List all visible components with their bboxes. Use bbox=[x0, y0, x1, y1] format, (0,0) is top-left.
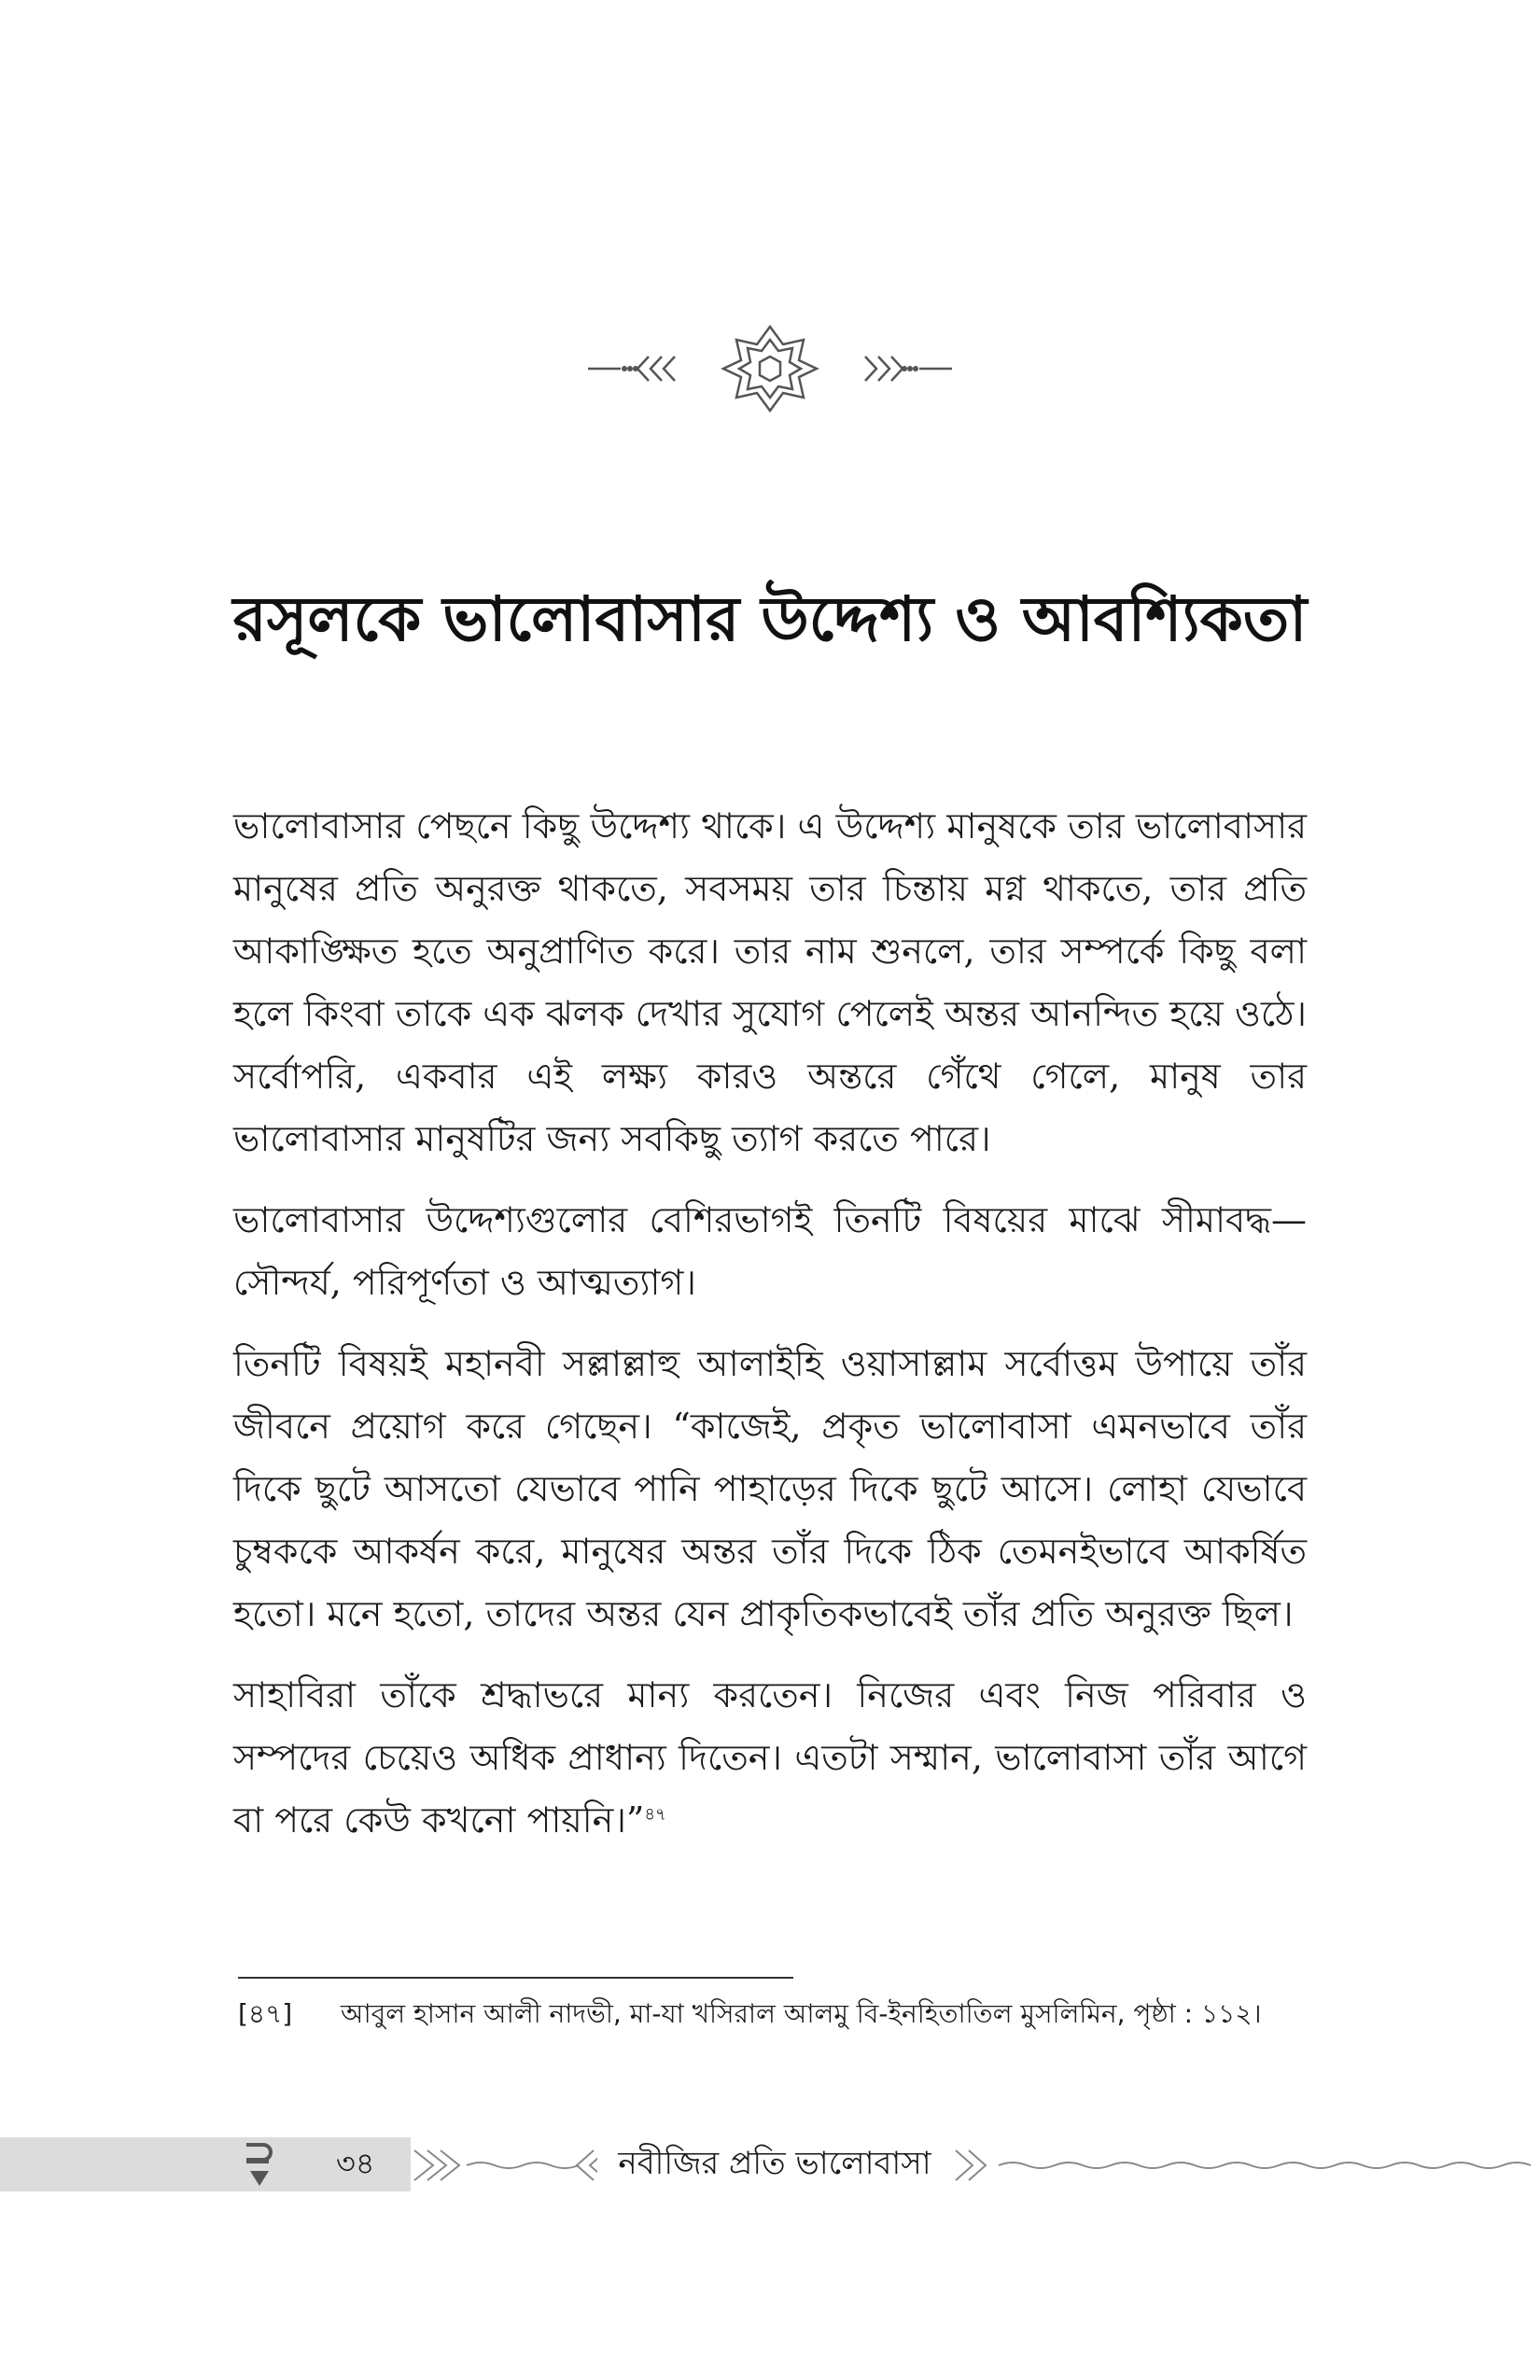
footnote-marker[interactable]: ৪৭ bbox=[644, 1804, 666, 1825]
paragraph-text: সাহাবিরা তাঁকে শ্রদ্ধাভরে মান্য করতেন। নিজের এবং নিজ পরিবার ও সম্পদের চেয়েও অধিক প্রাধান্য দিতেন। এতটা সম্মান, ভালোবাসা তাঁর আগে বা পরে কেউ কখনো পায়নি।” bbox=[233, 1674, 1307, 1841]
publisher-logo-icon bbox=[241, 2139, 278, 2191]
book-title: নবীজির প্রতি ভালোবাসা bbox=[597, 2143, 952, 2184]
footer-decoration bbox=[411, 2137, 1540, 2193]
paragraph: ভালোবাসার উদ্দেশ্যগুলোর বেশিরভাগই তিনটি বিষয়ের মাঝে সীমাবদ্ধ— সৌন্দর্য, পরিপূর্ণতা ও আত্মত্যাগ। bbox=[233, 1199, 1307, 1303]
footnote-text: আবুল হাসান আলী নাদভী, মা-যা খসিরাল আলমু বি-ইনহিতাতিল মুসলিমিন, পৃষ্ঠা : ১১২। bbox=[341, 1998, 1262, 2029]
page-title: রসূলকে ভালোবাসার উদ্দেশ্য ও আবশ্যিকতা bbox=[232, 583, 1308, 656]
footnote bbox=[238, 1995, 1311, 2033]
page-number: ৩৪ bbox=[336, 2146, 375, 2181]
paragraph bbox=[233, 1664, 1307, 1852]
footnote-number: [৪৭] bbox=[238, 1998, 293, 2029]
footnote-divider bbox=[238, 1977, 793, 1979]
paragraph: তিনটি বিষয়ই মহানবী সল্লাল্লাহু আলাইহি ওয়াসাল্লাম সর্বোত্তম উপায়ে তাঁর জীবনে প্রয়োগ করে গেছেন। “কাজেই, প্রকৃত ভালোবাসা এমনভাবে তাঁর দিকে ছুটে আসতো যেভাবে পানি পাহাড়ের দিকে ছুটে আসে। লোহা যেভাবে চুম্বককে আকর্ষন করে, মানুষের অন্তর তাঁর দিকে ঠিক তেমনইভাবে আকর্ষিত হতো। মনে হতো, তাদের অন্তর যেন প্রাকৃতিকভাবেই তাঁর প্রতি অনুরক্ত ছিল। bbox=[233, 1343, 1307, 1634]
body-text bbox=[233, 795, 1307, 1870]
paragraph: ভালোবাসার পেছনে কিছু উদ্দেশ্য থাকে। এ উদ্দেশ্য মানুষকে তার ভালোবাসার মানুষের প্রতি অনুরক্ত থাকতে, সবসময় তার চিন্তায় মগ্ন থাকতে, তার প্রতি আকাঙ্ক্ষিত হতে অনুপ্রাণিত করে। তার নাম শুনলে, তার সম্পর্কে কিছু বলা হলে কিংবা তাকে এক ঝলক দেখার সুযোগ পেলেই অন্তর আনন্দিত হয়ে ওঠে। সর্বোপরি, একবার এই লক্ষ্য কারও অন্তরে গেঁথে গেলে, মানুষ তার ভালোবাসার মানুষটির জন্য সবকিছু ত্যাগ করতে পারে। bbox=[233, 805, 1307, 1159]
page-footer bbox=[0, 2137, 1540, 2212]
star-ornament-icon bbox=[583, 317, 957, 420]
